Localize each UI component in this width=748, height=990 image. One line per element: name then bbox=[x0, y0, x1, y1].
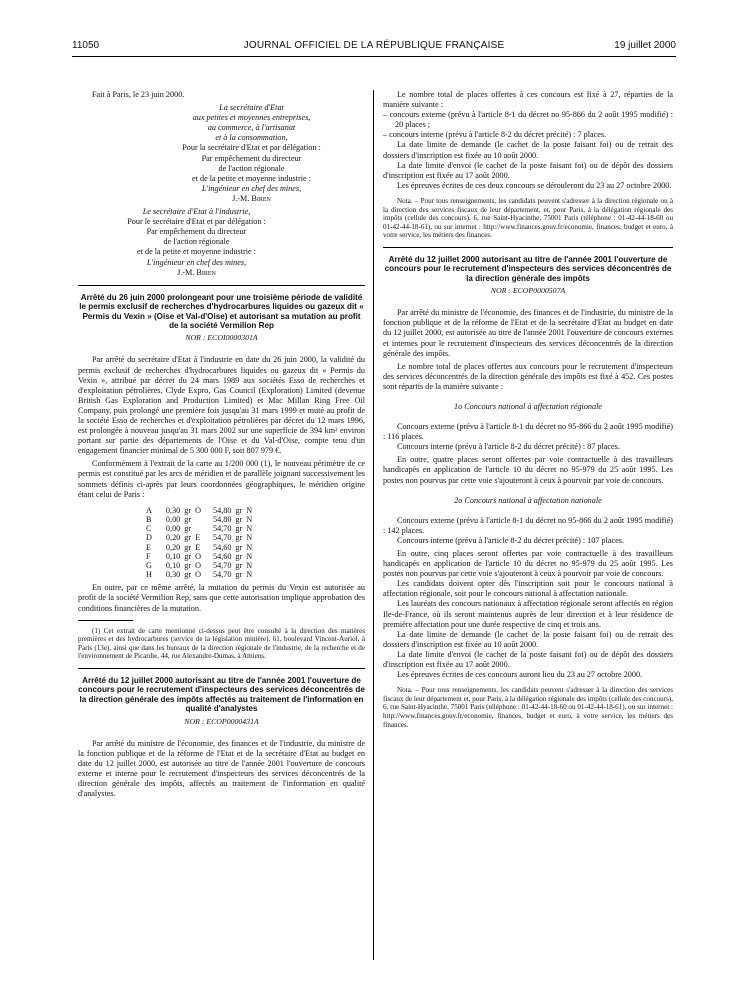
paragraph: Par arrêté du ministre de l'économie, des finances et de l'industrie, du ministre de la fonction publique et de la réforme de l'Etat et de la secrétaire d'Etat au budget en date du 12 juillet 2000, est autorisée au titre de l'année 2001 l'ouverture de concours externe et interne pour le recrutement d'inspecteurs des services déconcentrés de la direction générale des impôts, affectés au traitement de l'information en qualité d'analystes. bbox=[78, 738, 365, 799]
list-item: – concours externe (prévu à l'article 8-1 du décret no 95-866 du 2 août 1995 modifié) : 20 places ; bbox=[383, 110, 673, 130]
right-column bbox=[383, 90, 673, 729]
coordinate-cell: F bbox=[146, 551, 151, 561]
coordinate-row bbox=[146, 561, 256, 570]
signature-line: L'ingénieur en chef des mines, bbox=[201, 183, 302, 193]
paragraph: La date limite de demande (le cachet de la poste faisant foi) ou de retrait des dossiers d'inscription est fixée au 10 août 2000. bbox=[383, 140, 673, 160]
signature-block-1 bbox=[78, 103, 365, 204]
coordinate-cell: N bbox=[246, 570, 253, 580]
paragraph: Conformément à l'extrait de la carte au 1/200 000 (1), le nouveau périmètre de ce permis est constitué par les arcs de méridien et de parallèle joignant successivement les sommets définis ci-après par leurs coordonnées géographiques, le méridien origine étant celui de Paris : bbox=[78, 459, 365, 499]
page-number: 11050 bbox=[72, 40, 100, 51]
coordinate-cell: 0,10 bbox=[165, 551, 181, 561]
coordinate-cell: O bbox=[195, 551, 201, 561]
coordinate-cell: A bbox=[146, 505, 152, 515]
coordinate-cell: gr bbox=[184, 542, 192, 552]
coordinate-row bbox=[146, 524, 256, 533]
arrete-title: Arrêté du 26 juin 2000 prolongeant pour une troisième période de validité le permis exclusif de recherches d'hydrocarbures liquides ou gazeux dit « Permis du Vexin » (Oise et Val-d'Oise) et autorisant sa mutation au profit de la société Vermilion Rep bbox=[79, 292, 364, 330]
coordinate-cell: N bbox=[246, 551, 253, 561]
subsection-heading: 1o Concours national à affectation régionale bbox=[453, 401, 603, 411]
nor-reference: NOR : ECOI0000301A bbox=[185, 333, 258, 343]
subsection-heading: 2o Concours national à affectation nationale bbox=[454, 495, 602, 505]
paragraph: Par arrêté du ministre de l'économie, des finances et de l'industrie, du ministre de la fonction publique et de la réforme de l'Etat et de la secrétaire d'Etat au budget en date du 12 juillet 2000, est autorisée au titre de l'année 2001 l'ouverture de concours externes et internes pour le recrutement d'inspecteurs des services déconcentrés de la direction générale des impôts. bbox=[383, 308, 673, 358]
signature-line: Pour le secrétaire d'Etat et par délégation : bbox=[127, 217, 266, 227]
paragraph: En outre, cinq places seront offertes par voie contractuelle à des travailleurs handicapés en application de l'article 10 du décret no 95-979 du 25 août 1995. Les postes non pourvus par cette voie s'ajouteront à ceux à pourvoir par voie de concours. bbox=[383, 549, 673, 579]
paragraph: Le nombre total de places offertes aux concours pour le recrutement d'inspecteurs des services déconcentrés de la direction générale des impôts est fixé à 452. Ces postes sont répartis de la manière suivante : bbox=[383, 361, 673, 391]
coordinate-cell: G bbox=[146, 560, 152, 570]
signature-line: et de la petite et moyenne industrie : bbox=[137, 247, 256, 257]
coordinate-cell: O bbox=[195, 560, 201, 570]
coordinate-cell: gr bbox=[184, 560, 192, 570]
signature-line: Par empêchement du directeur bbox=[201, 153, 302, 163]
paragraph: En outre, quatre places seront offertes par voie contractuelle à des travailleurs handicapés en application de l'article 10 du décret no 95-979 du 25 août 1995. Les postes non pourvus par cette voie s'ajouteront à ceux à pourvoir par voie de concours. bbox=[383, 455, 673, 485]
footnote: (1) Cet extrait de carte mentionné ci-dessus peut être consulté à la direction des matières premières et des hydrocarbures (service de la législation minière), 61, boulevard Vincent-Auriol, à Paris (13e), ainsi que dans les bureaux de la direction régionale de l'industrie, de la recherche et de l'environnement de Picardie, 44, rue Alexandre-Dumas, à Amiens. bbox=[78, 626, 365, 661]
coordinate-row bbox=[146, 533, 256, 542]
signatory-name: J.-M. Biren bbox=[232, 193, 271, 203]
coordinate-cell: gr bbox=[235, 551, 243, 561]
paragraph: Par arrêté du secrétaire d'Etat à l'industrie en date du 26 juin 2000, la validité du permis exclusif de recherches d'hydrocarbures liquides ou gazeux dit « Permis du Vexin », attribué par décret du 24 mars 1989 aux sociétés Esso de recherches et d'exploitation pétrolières, Clyde Expro, Gas Council (Exploration) Limited (devenue British Gas Exploration and Production Limited) et Mac Millan Ring Free Oil Company, puis prolongé une première fois jusqu'au 31 mars 1999 et muté au profit de la société Esso de recherches et d'exploitation pétrolières par décret du 12 mars 1996, est prolongée à nouveau jusqu'au 31 mars 2002 sur une superficie de 394 km² environ portant sur partie des départements de l'Oise et du Val-d'Oise, compte tenu d'un engagement financier minimal de 5 300 000 F, soit 807 979 €. bbox=[78, 355, 365, 456]
column-divider bbox=[373, 90, 374, 960]
paragraph: Les épreuves écrites de ces deux concours se dérouleront du 23 au 27 octobre 2000. bbox=[397, 180, 672, 190]
coordinate-cell: O bbox=[195, 505, 201, 515]
paragraph: Les épreuves écrites de ces concours auront lieu du 23 au 27 octobre 2000. bbox=[397, 670, 643, 680]
signature-block-2 bbox=[78, 207, 365, 278]
paragraph: Le nombre total de places offertes à ces concours est fixé à 27, réparties de la manière suivante : bbox=[383, 90, 673, 110]
paragraph: La date limite d'envoi (le cachet de la poste faisant foi) ou de dépôt des dossiers d'inscription est fixée au 17 août 2000. bbox=[383, 649, 673, 670]
paragraph: Concours interne (prévu à l'article 8-2 du décret précité) : 87 places. bbox=[397, 442, 620, 452]
coordinate-cell bbox=[195, 515, 213, 524]
nor-reference: NOR : ECOP0000431A bbox=[184, 716, 259, 726]
coordinate-cell: B bbox=[146, 514, 152, 524]
coordinate-cell: gr bbox=[235, 560, 243, 570]
coordinate-cell: 54,70 bbox=[213, 560, 232, 570]
section-rule bbox=[383, 247, 673, 248]
coordinate-cell: N bbox=[246, 542, 253, 552]
coordinate-cell: 54,80 bbox=[213, 505, 232, 515]
coordinate-row bbox=[146, 506, 256, 515]
coordinate-cell: 54,80 bbox=[213, 514, 232, 524]
coordinate-cell: 0,20 bbox=[165, 533, 181, 543]
paragraph: Concours externe (prévu à l'article 8-1 du décret no 95-866 du 2 août 1995 modifié) : 142 places. bbox=[383, 515, 673, 535]
coordinate-cell: N bbox=[246, 524, 253, 534]
coordinate-cell: N bbox=[246, 514, 253, 524]
journal-title: JOURNAL OFFICIEL DE LA RÉPUBLIQUE FRANÇAISE bbox=[243, 40, 505, 51]
nota: Nota. – Pour tous renseignements, les candidats peuvent s'adresser à la direction des services fiscaux de leur département et, pour Paris, à la délégation régionale des impôts (cellule des concours), 6, rue Saint-Hyacinthe, 75001 Paris (téléphone : 01-42-44-18-60 ou 01-42-44-18-61), ou sur internet : http://www.finances.gouv.fr/economie, finances, budget et euro, à votre service, les métiers des finances. bbox=[383, 686, 673, 729]
section-rule bbox=[78, 668, 365, 669]
coordinate-cell: 54,60 bbox=[213, 542, 232, 552]
coordinate-cell: gr bbox=[184, 551, 192, 561]
signature-line: Pour la secrétaire d'Etat et par délégation : bbox=[182, 143, 321, 153]
signatory-name: J.-M. Biren bbox=[177, 267, 216, 277]
issue-date: 19 juillet 2000 bbox=[614, 40, 676, 51]
places-list bbox=[383, 110, 673, 140]
header-rule bbox=[72, 56, 676, 57]
paragraph: Concours interne (prévu à l'article 8-2 du décret précité) : 107 places. bbox=[397, 535, 624, 545]
signature-line: aux petites et moyennes entreprises, bbox=[192, 113, 311, 123]
coordinate-cell: gr bbox=[184, 505, 192, 515]
coordinate-cell: E bbox=[195, 533, 201, 543]
signature-line: Par empêchement du directeur bbox=[146, 227, 247, 237]
coordinate-cell: gr bbox=[235, 542, 243, 552]
coordinates-table bbox=[146, 506, 256, 580]
coordinate-cell: gr bbox=[184, 533, 192, 543]
coordinate-cell: 54,70 bbox=[213, 533, 232, 543]
coordinate-row bbox=[146, 552, 256, 561]
coordinate-cell: 54,60 bbox=[213, 551, 232, 561]
coordinate-cell: H bbox=[146, 570, 152, 580]
coordinate-row bbox=[146, 570, 256, 579]
paragraph: La date limite d'envoi (le cachet de la poste faisant foi) ou de dépôt des dossiers d'inscription est fixée au 17 août 2000. bbox=[383, 160, 673, 180]
coordinate-cell: 0,00 bbox=[165, 514, 181, 524]
signature-line: de l'action régionale bbox=[163, 237, 230, 247]
nota: Nota. – Pour tous renseignements, les candidats peuvent s'adresser à la direction régionale ou à la direction des services fiscaux de leur département, et, pour Paris, à la délégation régionale des impôts (cellule des concours), 6, rue Saint-Hyacinthe, 75001 Paris (téléphone : 01-42-44-18-60 ou 01-42-44-18-61), ou sur internet : http://www.finances.gouv.fr/economie, finances, budget et euro, à votre service, les métiers des finances. bbox=[383, 196, 673, 240]
arrete-title: Arrêté du 12 juillet 2000 autorisant au titre de l'année 2001 l'ouverture de concours pour le recrutement d'inspecteurs des services déconcentrés de la direction générale des impôts affectés au traitement de l'information en qualité d'analystes bbox=[78, 676, 365, 714]
signature-line: Le secrétaire d'Etat à l'industrie, bbox=[142, 207, 251, 217]
coordinate-cell: 54,70 bbox=[213, 524, 232, 534]
coordinate-row bbox=[146, 543, 256, 552]
coordinate-cell: N bbox=[246, 533, 253, 543]
left-column bbox=[78, 90, 365, 799]
coordinate-row bbox=[146, 515, 256, 524]
coordinate-cell: gr bbox=[235, 514, 243, 524]
paragraph: Concours externe (prévu à l'article 8-1 du décret no 95-866 du 2 août 1995 modifié) : 116 places. bbox=[383, 422, 673, 442]
coordinate-cell: gr bbox=[235, 533, 243, 543]
coordinate-cell: N bbox=[246, 505, 253, 515]
coordinate-cell: 0,20 bbox=[165, 542, 181, 552]
coordinate-cell: D bbox=[146, 533, 152, 543]
coordinate-cell: 0,10 bbox=[165, 560, 181, 570]
coordinate-cell: N bbox=[246, 560, 253, 570]
coordinate-cell: gr bbox=[184, 524, 192, 534]
coordinate-cell: E bbox=[195, 542, 201, 552]
paragraph: Les candidats doivent opter dès l'inscription soit pour le concours national à affectation régionale, soit pour le concours national à affectation nationale. bbox=[383, 579, 673, 599]
arrete-title: Arrêté du 12 juillet 2000 autorisant au titre de l'année 2001 l'ouverture de concours pour le recrutement d'inspecteurs des services déconcentrés de la direction générale des impôts bbox=[384, 254, 672, 283]
signing-place-date: Fait à Paris, le 23 juin 2000. bbox=[92, 90, 185, 99]
coordinate-cell: 0,00 bbox=[165, 524, 181, 534]
page-header bbox=[72, 40, 676, 56]
coordinate-cell: gr bbox=[184, 514, 192, 524]
nor-reference: NOR : ECOP0000507A bbox=[490, 286, 566, 296]
coordinate-cell: 0,30 bbox=[165, 570, 181, 580]
coordinate-cell: gr bbox=[184, 570, 192, 580]
signature-line: au commerce, à l'artisanat bbox=[207, 123, 296, 133]
coordinate-cell: gr bbox=[235, 570, 243, 580]
paragraph: En outre, par ce même arrêté, la mutation du permis du Vexin est autorisée au profit de la société Vermilion Rep, sans que cette autorisation implique approbation des conditions financières de la mutation. bbox=[78, 583, 365, 613]
signature-line: La secrétaire d'Etat bbox=[219, 103, 284, 113]
coordinate-cell: C bbox=[146, 524, 152, 534]
footnote-rule bbox=[78, 620, 133, 621]
signature-line: et à la consommation, bbox=[215, 133, 288, 143]
coordinate-cell: O bbox=[195, 570, 201, 580]
coordinate-cell: 0,30 bbox=[165, 505, 181, 515]
signature-line: L'ingénieur en chef des mines, bbox=[146, 257, 247, 267]
coordinate-cell: 54,70 bbox=[213, 570, 232, 580]
signature-line: et de la petite et moyenne industrie : bbox=[192, 173, 311, 183]
coordinate-cell: gr bbox=[235, 505, 243, 515]
list-item: – concours interne (prévu à l'article 8-2 du décret précité) : 7 places. bbox=[383, 130, 607, 140]
paragraph: Les lauréats des concours nationaux à affectation régionale seront affectés en région Ile-de-France, où ils seront maintenus auprès de leur direction et à leur résidence de première affectation pour une durée respective de cinq et trois ans. bbox=[383, 599, 673, 629]
coordinate-cell: gr bbox=[235, 524, 243, 534]
coordinate-cell bbox=[195, 524, 213, 533]
section-rule bbox=[78, 285, 365, 286]
coordinate-cell: E bbox=[146, 542, 152, 552]
paragraph: La date limite de demande (le cachet de la poste faisant foi) ou de retrait des dossiers d'inscription est fixée au 10 août 2000. bbox=[383, 629, 673, 649]
signature-line: de l'action régionale bbox=[218, 163, 285, 173]
